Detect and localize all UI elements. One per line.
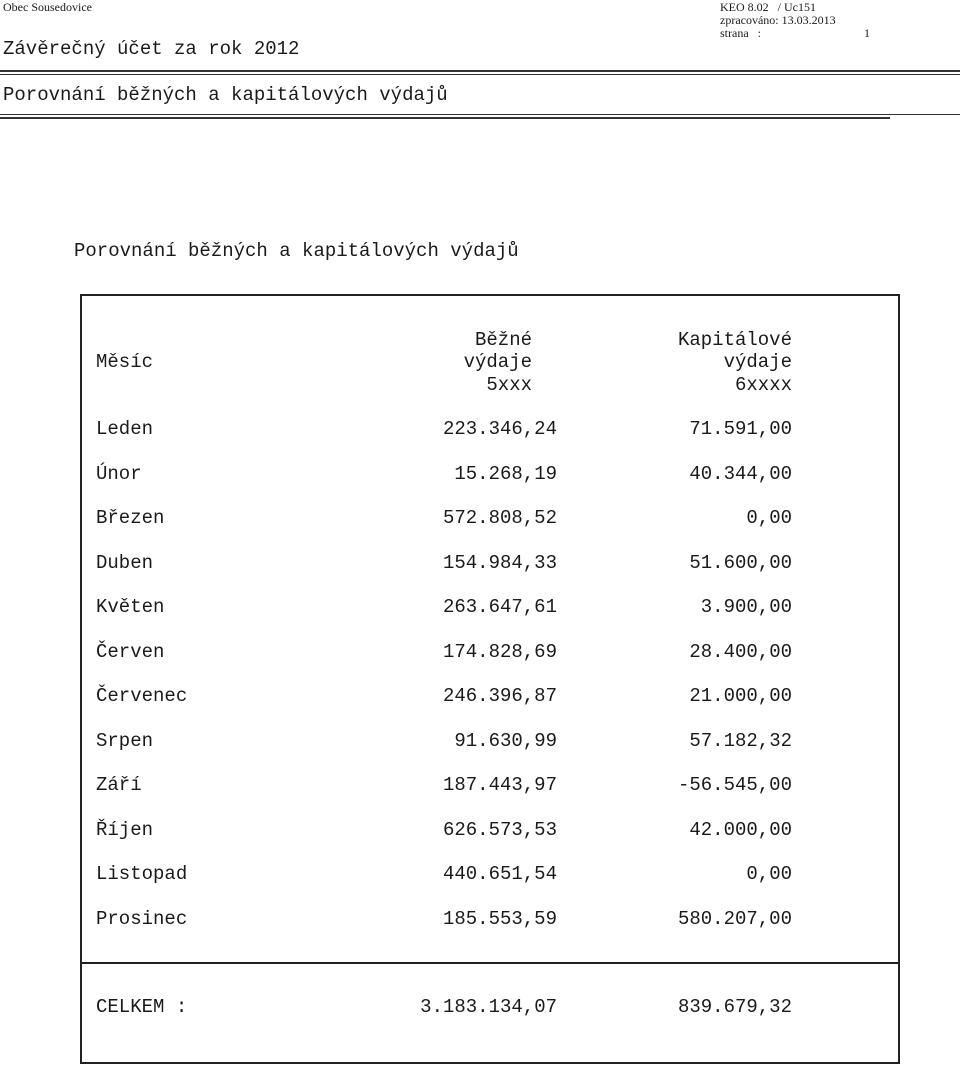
document-title: Závěrečný účet za rok 2012 [3,38,300,60]
row-month: Říjen [96,819,154,841]
row-capital-expense: 3.900,00 [700,596,792,618]
document-subtitle: Porovnání běžných a kapitálových výdajů [3,84,448,106]
report-title: Porovnání běžných a kapitálových výdajů [74,240,519,262]
row-current-expense: 154.984,33 [442,552,557,574]
row-current-expense: 246.396,87 [442,685,557,707]
org-name: Obec Sousedovice [3,0,92,14]
row-capital-expense: 21.000,00 [689,685,792,707]
col-current-line3: 5xxx [486,374,532,396]
row-current-expense: 223.346,24 [442,418,557,440]
row-current-expense: 263.647,61 [442,596,557,618]
row-capital-expense: 57.182,32 [689,730,792,752]
col-capital-line1: Kapitálové [677,329,792,351]
program-code: KEO 8.02 / Uc151 [720,0,816,14]
row-current-expense: 572.808,52 [442,507,557,529]
row-month: Únor [96,463,142,485]
total-label: CELKEM : [96,996,188,1018]
row-month: Září [96,774,142,796]
row-month: Listopad [96,863,188,885]
row-current-expense: 15.268,19 [454,463,557,485]
row-capital-expense: 42.000,00 [689,819,792,841]
row-current-expense: 185.553,59 [442,908,557,930]
row-capital-expense: 51.600,00 [689,552,792,574]
col-capital-line2: výdaje [723,351,792,373]
row-capital-expense: -56.545,00 [677,774,792,796]
row-capital-expense: 40.344,00 [689,463,792,485]
row-month: Duben [96,552,154,574]
col-month: Měsíc [96,351,154,373]
row-capital-expense: 0,00 [746,507,792,529]
row-current-expense: 626.573,53 [442,819,557,841]
row-capital-expense: 0,00 [746,863,792,885]
header-rule-bottom-thick [0,117,890,119]
total-current: 3.183.134,07 [420,996,557,1018]
row-month: Březen [96,507,165,529]
page-number: 1 [864,26,870,40]
row-month: Srpen [96,730,154,752]
row-capital-expense: 71.591,00 [689,418,792,440]
row-month: Květen [96,596,165,618]
row-month: Červenec [96,685,188,707]
page-label: strana : [720,26,761,40]
processed-date: zpracováno: 13.03.2013 [720,13,836,27]
report-table-frame [80,294,900,1064]
row-month: Prosinec [96,908,188,930]
col-current-line1: Běžné [474,329,532,351]
header-rule-bottom [0,114,960,115]
header-rule-top [0,70,960,72]
row-current-expense: 174.828,69 [442,641,557,663]
row-month: Červen [96,641,165,663]
header-rule-top-thin [0,74,960,75]
total-divider [80,962,900,964]
col-capital-line3: 6xxxx [734,374,792,396]
row-capital-expense: 28.400,00 [689,641,792,663]
row-capital-expense: 580.207,00 [677,908,792,930]
total-capital: 839.679,32 [677,996,792,1018]
row-current-expense: 440.651,54 [442,863,557,885]
row-current-expense: 91.630,99 [454,730,557,752]
row-current-expense: 187.443,97 [442,774,557,796]
row-month: Leden [96,418,154,440]
col-current-line2: výdaje [463,351,532,373]
